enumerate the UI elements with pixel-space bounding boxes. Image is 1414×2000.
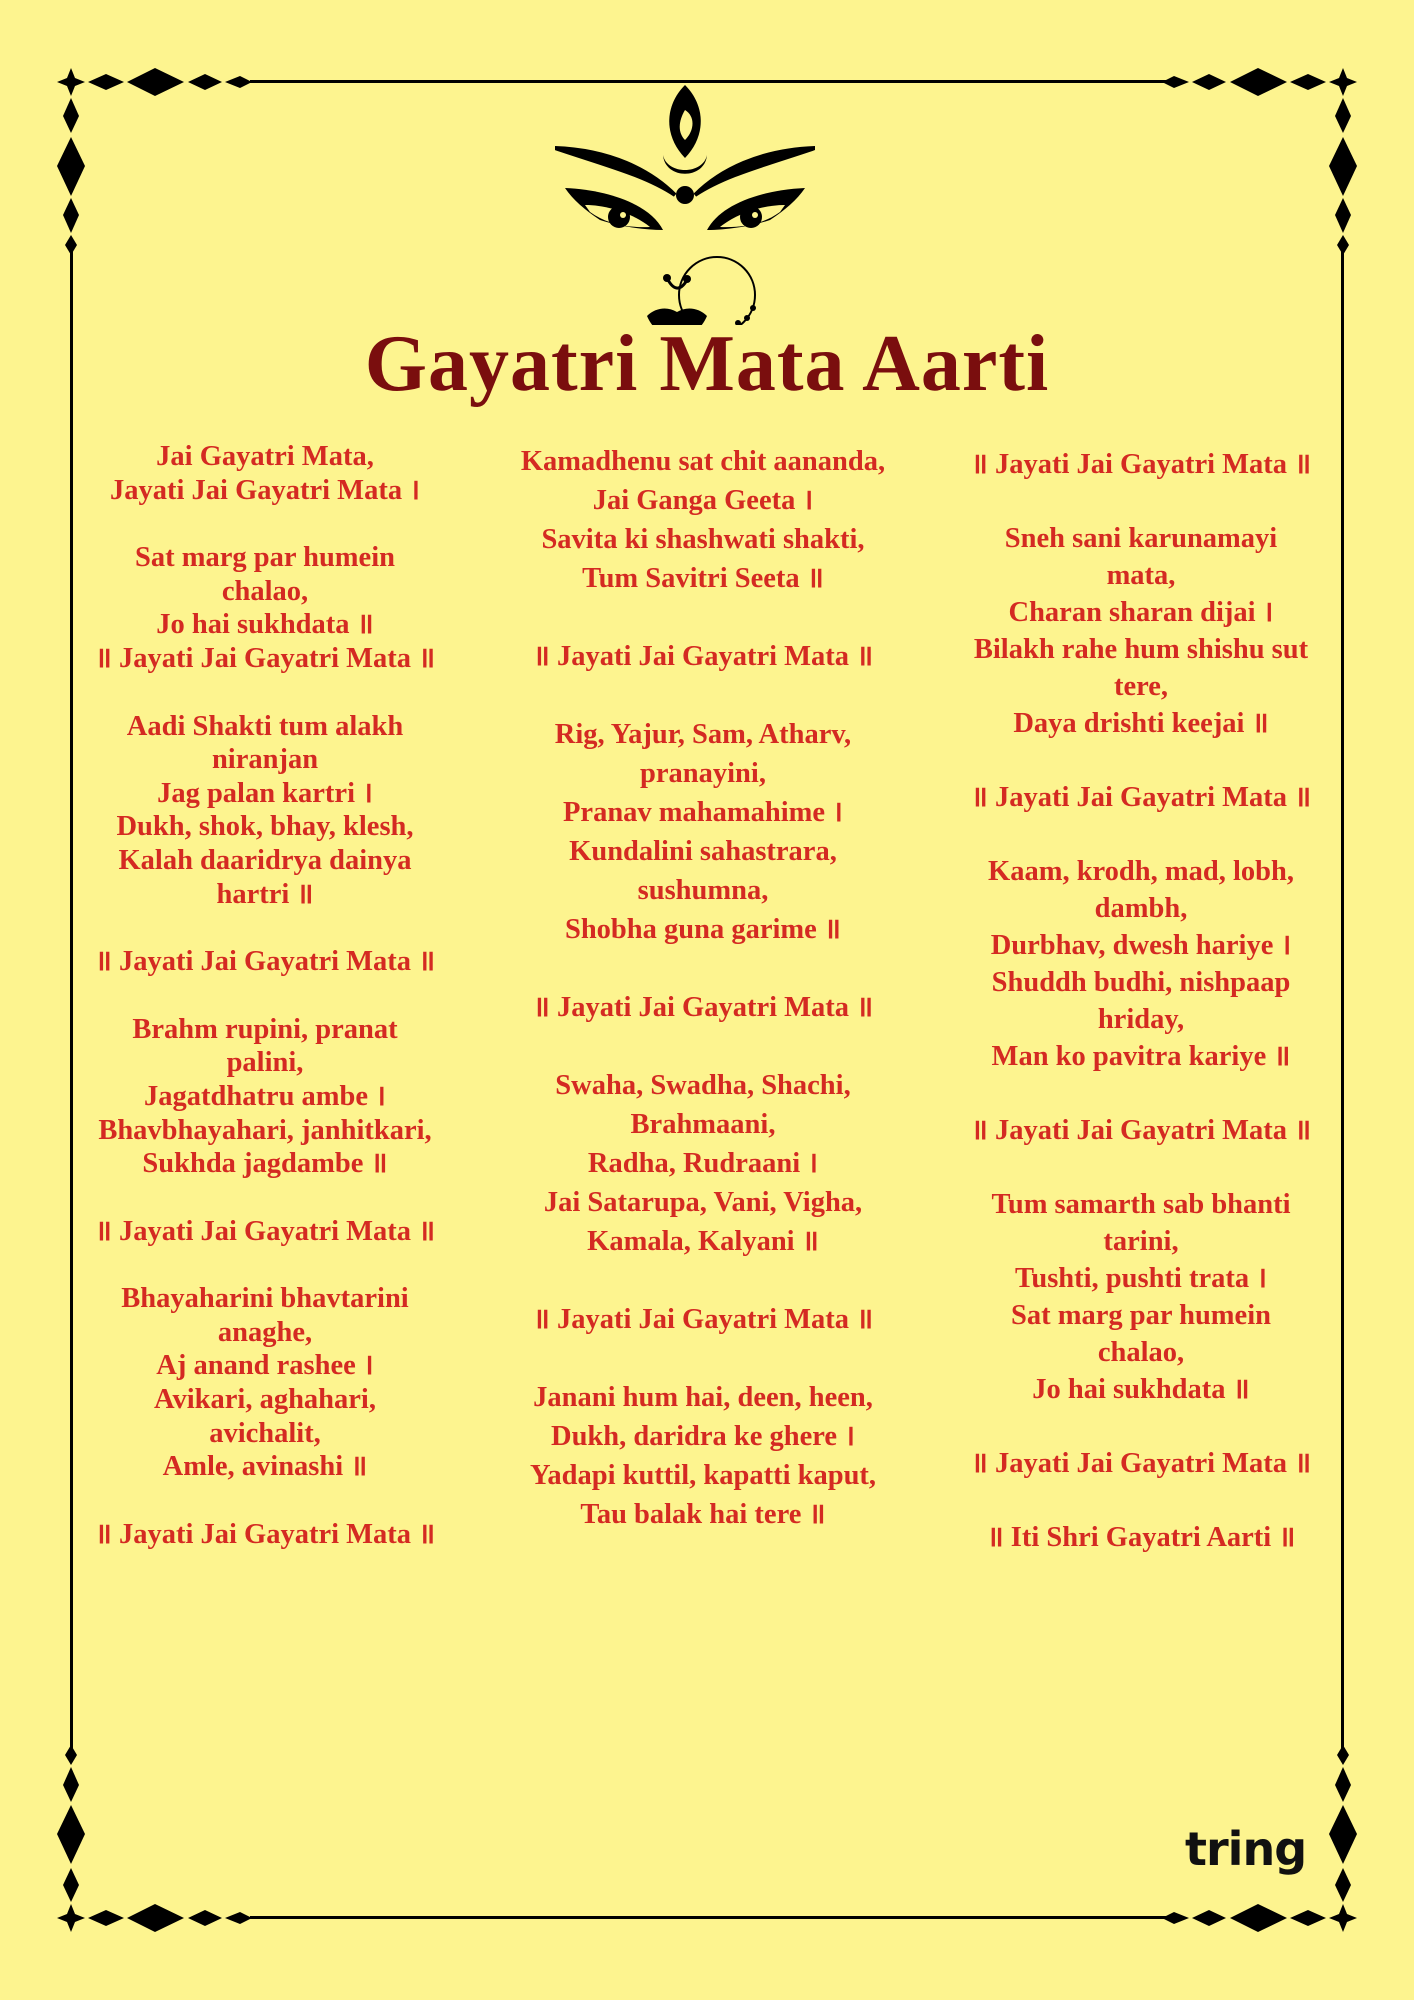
refrain-line: ॥ Jayati Jai Gayatri Mata ॥ (532, 992, 874, 1023)
verse-line: Sneh sani karunamayi (1004, 523, 1278, 554)
verse-line: Aj anand rashee । (156, 1350, 374, 1382)
refrain-line: ॥ Jayati Jai Gayatri Mata ॥ (970, 449, 1312, 480)
stanza (70, 541, 460, 675)
verse-line: Yadapi kuttil, kapatti kaput, (529, 1460, 877, 1491)
verse-line: Bilakh rahe hum shishu sut (973, 634, 1309, 665)
corner-ornament-bottom-left (57, 1745, 252, 1932)
verse-column-2 (478, 442, 928, 1573)
corner-ornament-top-right (1162, 68, 1357, 255)
verse-line: niranjan (211, 744, 319, 776)
refrain-line: ॥ Jayati Jai Gayatri Mata ॥ (94, 1518, 436, 1550)
refrain (940, 1112, 1342, 1149)
verse-line: Sat marg par humein (135, 542, 395, 574)
verse-line: Savita ki shashwati shakti, (541, 524, 865, 555)
stanza (478, 1066, 928, 1261)
verse-line: Jai Gayatri Mata, (156, 441, 374, 472)
refrain-line: ॥ Jayati Jai Gayatri Mata ॥ (970, 1448, 1312, 1479)
verse-line: chalao, (1097, 1337, 1185, 1368)
verse-line: Charan sharan dijai । (1008, 597, 1274, 628)
refrain (478, 1300, 928, 1339)
verse-line: Janani hum hai, deen, heen, (533, 1382, 873, 1413)
stanza (70, 710, 460, 912)
verse-line: pranayini, (640, 758, 766, 789)
verse-line: Kalah daaridrya dainya (118, 844, 412, 876)
refrain-line: ॥ Jayati Jai Gayatri Mata ॥ (94, 946, 436, 978)
verse-line: Jo hai sukhdata ॥ (156, 609, 374, 641)
verse-line: Brahm rupini, pranat (132, 1013, 398, 1045)
verse-line: avichalit, (209, 1417, 321, 1449)
refrain-line: ॥ Jayati Jai Gayatri Mata ॥ (532, 641, 874, 672)
verse-line: Avikari, aghahari, (154, 1384, 376, 1416)
verse-line: hriday, (1097, 1004, 1185, 1035)
page-title: Gayatri Mata Aarti (364, 320, 1050, 408)
verse-line: Daya drishti keejai ॥ (1013, 708, 1269, 739)
stanza (940, 520, 1342, 742)
verse-line: anaghe, (217, 1316, 313, 1348)
refrain-line: ॥ Jayati Jai Gayatri Mata ॥ (970, 1115, 1312, 1146)
verse-line: Tum Savitri Seeta ॥ (582, 563, 824, 594)
verse-line: Kaam, krodh, mad, lobh, (988, 856, 1294, 887)
stanza (940, 853, 1342, 1075)
verse-line: Bhayaharini bhavtarini (121, 1283, 409, 1315)
verse-line: Man ko pavitra kariye ॥ (991, 1041, 1291, 1072)
verse-line: Bhavbhayahari, janhitkari, (98, 1114, 432, 1146)
verse-line: Tau balak hai tere ॥ (580, 1499, 826, 1530)
goddess-face-icon (555, 80, 815, 325)
verse-column-3 (940, 446, 1342, 1593)
stanza (478, 442, 928, 598)
refrain (70, 945, 460, 979)
verse-line: Aadi Shakti tum alakh (126, 710, 404, 742)
verse-line: Dukh, daridra ke ghere । (550, 1421, 855, 1452)
verse-line: Brahmaani, (630, 1109, 776, 1140)
verse-line: sushumna, (637, 875, 769, 906)
verse-line: Jai Satarupa, Vani, Vigha, (543, 1187, 863, 1218)
refrain (940, 1445, 1342, 1482)
verse-column-1 (70, 440, 460, 1585)
verse-line: Sat marg par humein (1011, 1300, 1271, 1331)
stanza (940, 1186, 1342, 1408)
verse-line: Kamala, Kalyani ॥ (587, 1226, 819, 1257)
verse-line: Swaha, Swadha, Shachi, (555, 1070, 851, 1101)
refrain-line: ॥ Jayati Jai Gayatri Mata ॥ (94, 642, 436, 674)
refrain (478, 637, 928, 676)
verse-line: Kundalini sahastrara, (569, 836, 837, 867)
refrain-line: ॥ Jayati Jai Gayatri Mata ॥ (532, 1304, 874, 1335)
stanza (70, 1013, 460, 1181)
verse-line: Jai Ganga Geeta । (592, 485, 814, 516)
stanza (478, 715, 928, 949)
stanza (70, 1282, 460, 1484)
brand-logo: tring (1185, 1822, 1307, 1876)
verse-line: Tushti, pushti trata । (1014, 1263, 1268, 1294)
verse-line: Kamadhenu sat chit aananda, (520, 446, 886, 477)
closing-line (940, 1519, 1342, 1556)
verse-line: tarini, (1103, 1226, 1179, 1257)
verse-line: Dukh, shok, bhay, klesh, (116, 811, 414, 843)
refrain (70, 1518, 460, 1552)
verse-line: Radha, Rudraani । (587, 1148, 819, 1179)
verse-line: hartri ॥ (216, 878, 314, 910)
verse-line: Shuddh budhi, nishpaap (991, 967, 1291, 998)
verse-line: Amle, avinashi ॥ (162, 1451, 368, 1483)
stanza (478, 1378, 928, 1534)
verse-line: Rig, Yajur, Sam, Atharv, (554, 719, 852, 750)
verse-line: Jagatdhatru ambe । (144, 1080, 386, 1112)
verse-line: Pranav mahamahime । (563, 797, 843, 828)
verse-line: Shobha guna garime ॥ (564, 914, 841, 945)
verse-line: palini, (226, 1047, 304, 1079)
refrain (940, 446, 1342, 483)
verse-line: mata, (1106, 560, 1176, 591)
verse-line: Jag palan kartri । (157, 777, 373, 809)
refrain-line: ॥ Jayati Jai Gayatri Mata ॥ (970, 782, 1312, 813)
verse-line: Jo hai sukhdata ॥ (1032, 1374, 1250, 1405)
verse-line: chalao, (221, 575, 309, 607)
stanza (70, 440, 460, 507)
verse-line: Durbhav, dwesh hariye । (990, 930, 1292, 961)
refrain (940, 779, 1342, 816)
corner-ornament-top-left (57, 68, 252, 255)
verse-line: Jayati Jai Gayatri Mata । (110, 474, 420, 506)
refrain-line: ॥ Jayati Jai Gayatri Mata ॥ (94, 1215, 436, 1247)
refrain (478, 988, 928, 1027)
verse-line: tere, (1113, 671, 1169, 702)
refrain (70, 1215, 460, 1249)
verse-line: Tum samarth sab bhanti (991, 1189, 1291, 1220)
verse-line: Sukhda jagdambe ॥ (142, 1148, 388, 1180)
closing-verse: ॥ Iti Shri Gayatri Aarti ॥ (986, 1522, 1296, 1553)
verse-line: dambh, (1094, 893, 1188, 924)
